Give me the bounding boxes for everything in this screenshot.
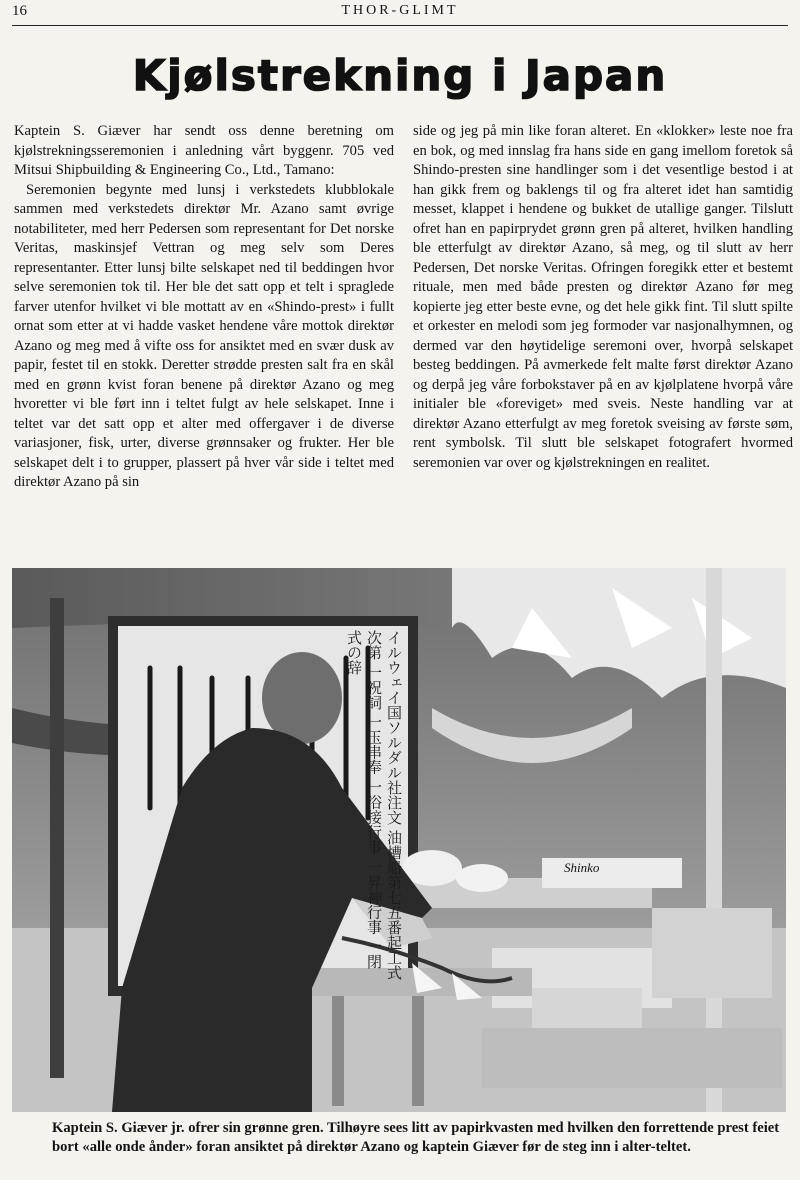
- body-paragraph-continued: side og jeg på min like foran alteret. En «klokker» leste noe fra en bok, og med innslag fra hans side en gang imellom foretok så Shindo-presten sine handlinger som i det vesentlige bestod i at han gikk frem og baklengs til og fra alteret idet han samtidig messet, klappet i hendene og bukket de utallige ganger. Tilslutt ofret han en papirprydet grønn gren på alteret, hvilken handling ble etterfulgt av direktør Azano, så meg, og til slutt av herr Pedersen, Det norske Veritas. Ofringen foregikk etter et bestemt rituale, men med både presten og direktør Azano før meg kopierte jeg etter beste evne, og det hele gikk fint. Til slutt spilte et orkester en melodi som jeg formoder var nasjonalhymnen, og dermed var den høytidelige seremoni over, hvorpå selskapet besteg beddingen. På avmerkede felt malte først direktør Azano og derpå jeg våre forbokstaver på en av kjølplatene hvorpå våre initialer ble «foreviget» med sveis. Neste handling var at direktør Azano etterfulgt av meg foretok sveising av første søm, rent symbolsk. Til slutt ble selskapet fotografert hvormed seremonien var over og kjølstrekningen en realitet.: [413, 123, 793, 471]
- altar-sign-text: イルウェイ国ソルダル社注文 油槽船第七五番起工式次第 一祝詞 一玉串奉 一浴接行事 一昇神行事 一閉式の辞: [345, 630, 403, 980]
- page-number: 16: [12, 3, 27, 19]
- intro-paragraph: Kaptein S. Giæver har sendt oss denne beretning om kjølstrekningsseremonien i anledning vårt byggenr. 705 ved Mitsui Shipbuilding & Engineering Co., Ltd., Tamano:: [14, 123, 394, 178]
- body-paragraph: Seremonien begynte med lunsj i verkstedets klubblokale sammen med verkstedets direktør Mr. Azano samt øvrige notabiliteter, med herr Pedersen som representant for Det norske Veritas, maskinsjef Vettran og meg selv som Deres representanter. Etter lunsj bilte selskapet ned til beddingen hvor selve seremonien tok til. Her ble det satt opp et telt i spraglede farver utenfor hvilket vi ble mottatt av en «Shindo-prest» i fullt ornat som etter at vi hadde vasket hendene våre mottok direktør Azano og meg med å vifte oss for ansiktet med en svær dusk av papir, festet til en stokk. Deretter strødde presten salt fra en skål med en grønn kvist foran benene på direktør Azano og meg hvoretter vi ble ført inn i teltet fulgt av hele selskapet. Inne i teltet var det satt opp et alter med offergaver i de diverse variasjoner, fisk, urter, diverse grønnsaker og frukter. Her ble selskapet delt i to grupper, plassert på hver vår side i teltet med direktør Azano på sin: [14, 181, 394, 490]
- ceremony-photo: [12, 568, 786, 1112]
- header-rule: [12, 25, 788, 26]
- article-column-left: [14, 122, 394, 493]
- photo-caption: Kaptein S. Giæver jr. ofrer sin grønne gren. Tilhøyre sees litt av papirkvasten med hvilken den forrettende prest feiet bort «alle onde ånder» foran ansiktet på direktør Azano og kaptein Giæver før de steg inn i alter-teltet.: [52, 1120, 780, 1155]
- article-column-right: [413, 122, 793, 473]
- offering-box-label: Shinko: [564, 860, 600, 875]
- running-header: THOR-GLIMT: [341, 3, 459, 18]
- article-title: Kjølstrekning i Japan: [132, 51, 668, 100]
